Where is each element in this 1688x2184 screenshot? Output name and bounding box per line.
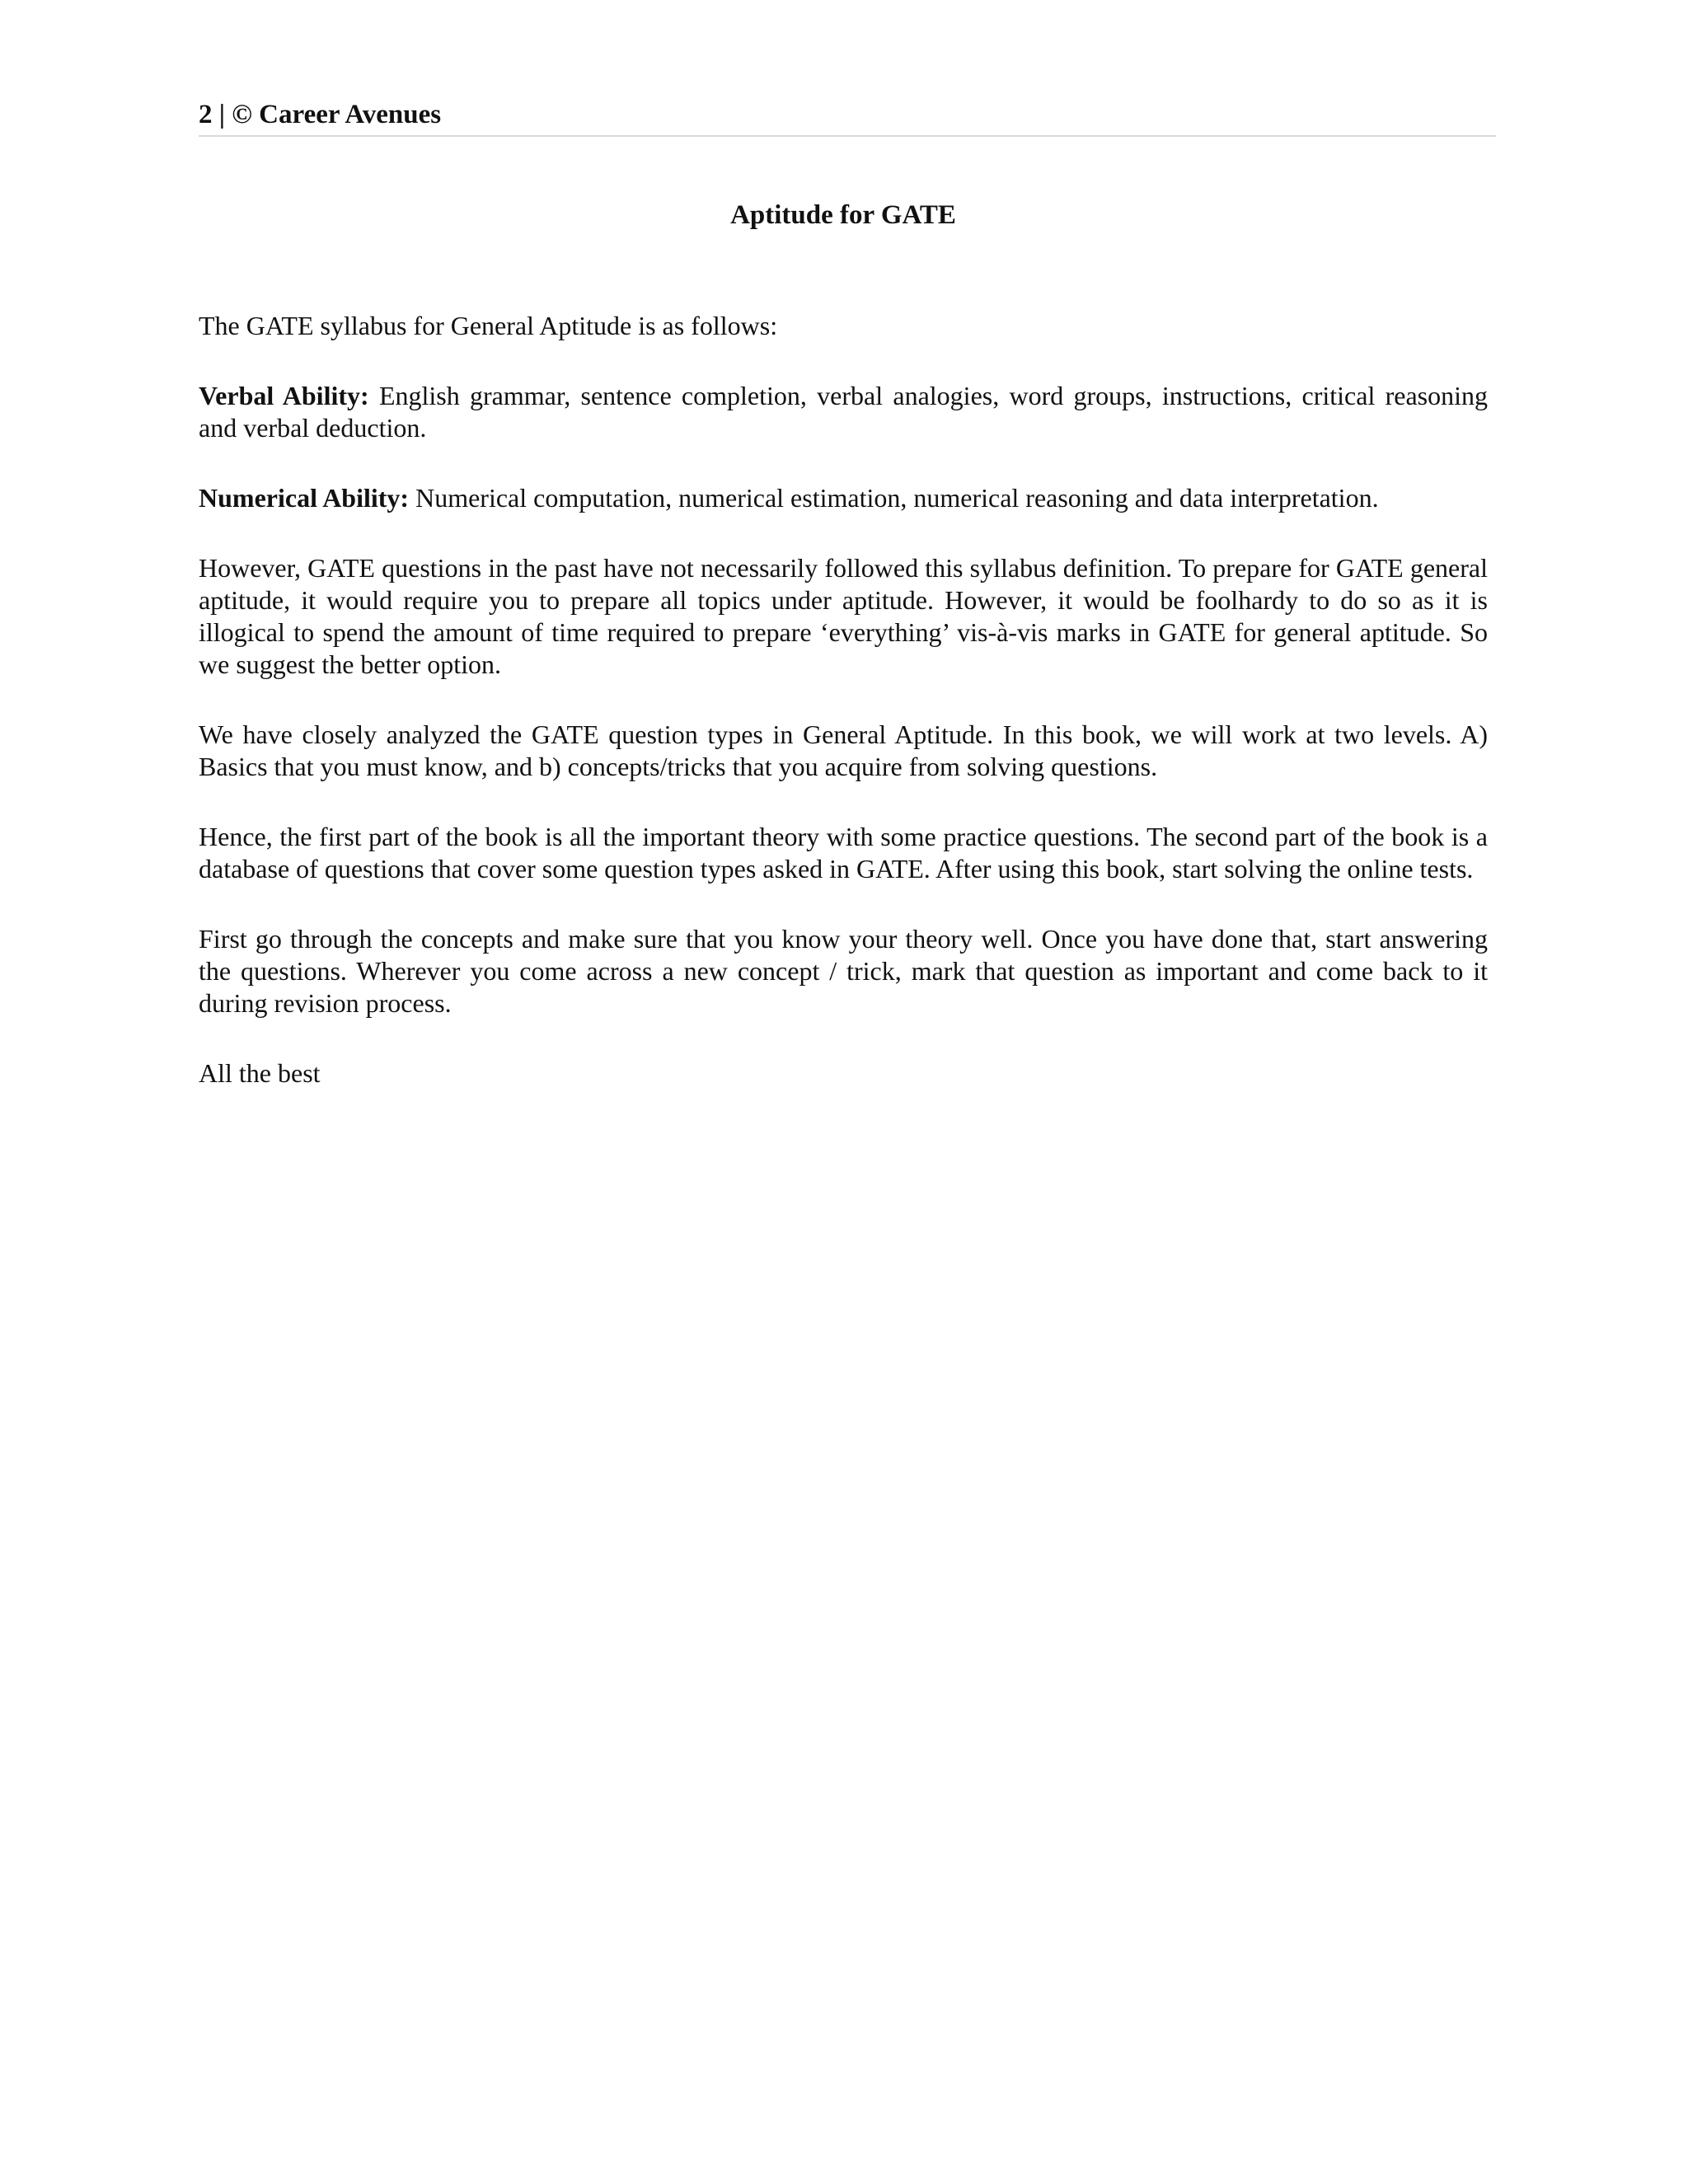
numerical-ability-paragraph <box>199 482 1488 514</box>
verbal-ability-label: Verbal Ability: <box>199 381 369 410</box>
numerical-ability-text: Numerical computation, numerical estimation, numerical reasoning and data interpretation. <box>409 483 1379 513</box>
page-title: Aptitude for GATE <box>730 200 956 230</box>
intro-paragraph: The GATE syllabus for General Aptitude is as follows: <box>199 311 778 340</box>
closing-line: All the best <box>199 1058 321 1088</box>
page-number: 2 <box>199 100 213 129</box>
numerical-ability-label: Numerical Ability: <box>199 483 410 513</box>
book-approach-paragraph: We have closely analyzed the GATE question types in General Aptitude. In this book, we will work at two levels. A) Basics that you must know, and b) concepts/tricks that you acquire from solving questions. <box>199 719 1488 781</box>
verbal-ability-paragraph <box>199 380 1488 444</box>
book-structure-paragraph: Hence, the first part of the book is all the important theory with some practice questions. The second part of the book is a database of questions that cover some question types asked in GATE. After using this book, start solving the online tests. <box>199 822 1488 883</box>
copyright-brand: © Career Avenues <box>232 100 442 129</box>
verbal-ability-text: English grammar, sentence completion, verbal analogies, word groups, instructions, critical reasoning and verbal deduction. <box>199 381 1489 443</box>
body-text <box>199 310 1488 1127</box>
study-advice-paragraph: First go through the concepts and make sure that you know your theory well. Once you have done that, start answering the questions. Wherever you come across a new concept / trick, mark that question as important and come back to it during revision process. <box>199 924 1488 1018</box>
header-separator: | <box>212 100 232 129</box>
syllabus-note-paragraph: However, GATE questions in the past have not necessarily followed this syllabus definition. To prepare for GATE general aptitude, it would require you to prepare all topics under aptitude. However, it would be foolhardy to do so as it is illogical to spend the amount of time required to prepare ‘everything’ vis-à-vis marks in GATE for general aptitude. So we suggest the better option. <box>199 553 1488 679</box>
running-header <box>199 97 1496 137</box>
